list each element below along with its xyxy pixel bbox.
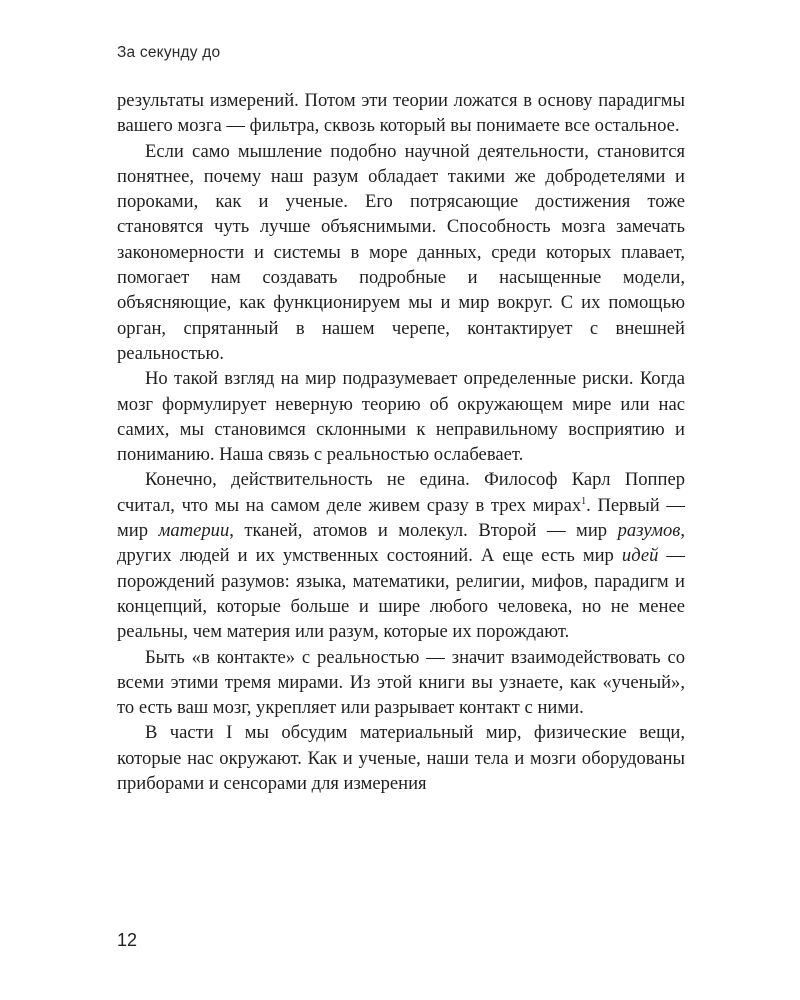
- paragraph-4-text-2: . Первый — мир: [117, 494, 685, 542]
- paragraph-4-text-1: Конечно, действительность не едина. Философ Карл Поппер считал, что мы на самом деле живем сразу в трех мирах: [117, 469, 685, 516]
- paragraph-5: Быть «в контакте» с реальностью — значит взаимодействовать со всеми этими тремя мирами. Из этой книги вы узнаете, как «ученый», то есть ваш мозг, укрепляет или разрывает контакт с ними.: [117, 646, 685, 719]
- paragraph-2: Если само мышление подобно научной деятельности, становится понятнее, почему наш разум обладает такими же добродетелями и пороками, как и ученые. Его потрясающие достижения тоже становятся чуть лучше объяснимыми. Способность мозга замечать закономерности и системы в море данных, среди которых плавает, помогает нам создавать подробные и насыщенные модели, объясняющие, как функционируем мы и мир вокруг. С их помощью орган, спрятанный в нашем черепе, контактирует с внешней реальностью.: [117, 140, 685, 364]
- emphasis-ideas: идей: [621, 545, 659, 567]
- paragraph-4-text-5: — порождений разумов: языка, математики, религии, мифов, парадигм и концепций, которые больше и шире любого человека, но не менее реальны, чем материя или разум, которые их порождают.: [117, 545, 686, 643]
- page-number: 12: [117, 930, 138, 950]
- paragraph-4-text-4: , других людей и их умственных состояний. А еще есть мир: [117, 520, 685, 567]
- paragraph-4: [117, 467, 685, 644]
- paragraph-1: результаты измерений. Потом эти теории ложатся в основу парадигмы вашего мозга — фильтра, сквозь который вы понимаете все остальное.: [117, 90, 685, 137]
- running-head: За секунду до: [117, 44, 221, 61]
- paragraph-6: В части I мы обсудим материальный мир, физические вещи, которые нас окружают. Как и ученые, наши тела и мозги оборудованы приборами и сенсорами для измерения: [117, 722, 685, 795]
- emphasis-matter: материи: [158, 520, 230, 542]
- footnote-marker[interactable]: 1: [581, 495, 587, 507]
- emphasis-minds: разумов: [617, 520, 681, 542]
- body-text: [117, 88, 685, 796]
- paragraph-4-text-3: , тканей, атомов и молекул. Второй — мир: [229, 520, 618, 542]
- paragraph-3: Но такой взгляд на мир подразумевает определенные риски. Когда мозг формулирует неверную теорию об окружающем мире или нас самих, мы становимся склонными к неправильному восприятию и пониманию. Наша связь с реальностью ослабевает.: [117, 368, 685, 466]
